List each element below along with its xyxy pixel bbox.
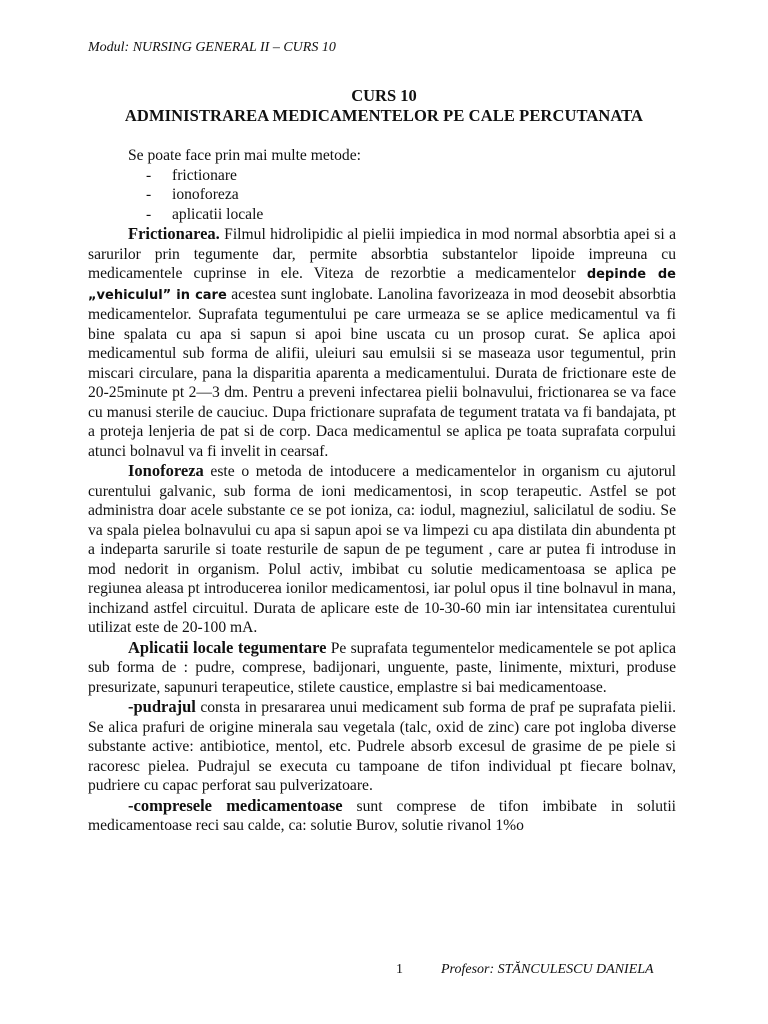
section-heading: Aplicatii locale tegumentare — [128, 637, 327, 657]
document-body — [88, 146, 676, 836]
section-text: acestea sunt inglobate. Lanolina favorizeaza in mod deosebit absorbtia medicamentelor. Suprafata tegumentului pe care urmeaza se se aplice medicamentul va fi bine spalata cu apa si sapun si apoi bine uscata cu un prosop curat. Se aplica apoi medicamentul sub forma de alifii, uleiuri sau emulsii si se maseaza usor tegumentul, prin miscari circulare, pana la disparitia aparenta a medicamentului. Durata de frictionare este de 20-25minute pt 2—3 dm. Pentru a preveni infectarea pielii bolnavului, frictionarea se va face cu manusi sterile de cauciuc. Dupa frictionare suprafata de tegument tratata va fi bandajata, pt a proteja lenjeria de pat si de corp. Daca medicamentul se aplica pe toata suprafata corpului atunci bolnavul va fi invelit in cearsaf. — [88, 285, 676, 460]
section-pudrajul — [88, 697, 676, 796]
section-text: Pe suprafata tegumentelor medicamentele se pot aplica sub forma de : pudre, comprese, badijonari, unguente, paste, linimente, mixturi, produse presurizate, sapunuri terapeutice, stilete caustice, emplastre si bai medicamentoase. — [88, 639, 676, 696]
methods-list — [88, 166, 676, 225]
section-text: consta in presararea unui medicament sub forma de praf pe suprafata pielii. Se alica prafuri de origine minerala sau vegetala (talc, oxid de zinc) care pot ingloba diverse substante active: antibiotice, mentol, etc. Pudrele absorb excesul de grasime de pe piele si racoresc pielea. Pudrajul se executa cu tampoane de tifon individual pt fiecare bolnav, pudriere cu capac perforat sau pulverizatoare. — [88, 699, 676, 794]
intro-text: Se poate face prin mai multe metode: — [128, 147, 361, 164]
course-number-title: CURS 10 — [351, 86, 417, 105]
course-title: ADMINISTRAREA MEDICAMENTELOR PE CALE PERCUTANATA — [124, 106, 644, 125]
footer-professor: Profesor: STĂNCULESCU DANIELA — [441, 962, 654, 977]
list-item: - ionoforeza — [146, 185, 676, 205]
section-text: este o metoda de intoducere a medicamentelor in organism cu ajutorul curentului galvanic, sub forma de ioni medicamentosi, in scop terapeutic. Astfel se pot administra doar acele substante ce se pot ioniza, ca: iodul, magneziul, salicilatul de sodiu. Se va spala pielea bolnavului cu apa si sapun apoi se va limpezi cu apa distilata din abundenta pt a indeparta sarurile si toate resturile de sapun de pe tegument , care ar putea fi introduse in mod nedorit in organism. Polul activ, imbibat cu solutie medicamentoasa se aplica pe regiunea aleasa pt introducerea ionilor medicamentosi, iar polul opus il tine bolnavul in mana, inchizand astfel circuitul. Durata de aplicare este de 10-30-60 min iar intensitatea curentului utilizat este de 20-100 mA. — [88, 463, 676, 636]
list-item: - frictionare — [146, 166, 676, 186]
section-heading: Ionoforeza — [128, 461, 204, 480]
section-text: Filmul hidrolipidic al pielii impiedica in mod normal absorbtia apei si a sarurilor prin tegumente dar, permite absorbtia substantelor lipoide impreuna cu medicamentele cuprinse in ele. Viteza de rezorbtie a medicamentelor — [88, 226, 676, 282]
section-heading: Frictionarea. — [128, 224, 220, 243]
section-text: sunt comprese de tifon imbibate in solutii medicamentoase reci sau calde, ca: solutie Burov, solutie rivanol 1%o — [88, 797, 676, 834]
section-compresele — [88, 796, 676, 836]
section-aplicatii-locale — [88, 638, 676, 698]
section-heading: -pudrajul — [128, 697, 196, 716]
list-item: - aplicatii locale — [146, 205, 676, 225]
section-ionoforeza — [88, 461, 676, 638]
section-frictionarea — [88, 224, 676, 461]
running-header: Modul: NURSING GENERAL II – CURS 10 — [88, 40, 336, 55]
page-number: 1 — [396, 962, 403, 977]
section-heading: -compresele medicamentoase — [128, 795, 343, 815]
emphasis-text: depinde de „vehiculul” in care — [88, 267, 676, 303]
